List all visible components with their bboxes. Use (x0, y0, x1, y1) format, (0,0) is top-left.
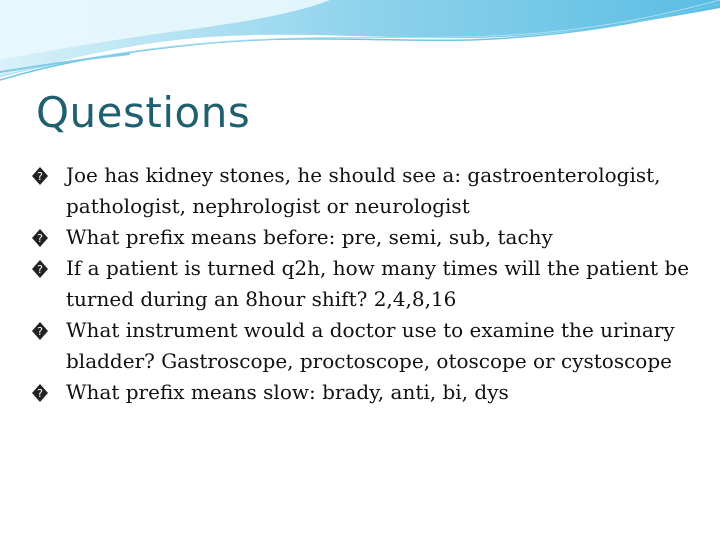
list-item (30, 315, 690, 377)
bullet-text: What prefix means slow: brady, anti, bi, dys (66, 380, 509, 404)
bullet-list (30, 160, 690, 408)
replacement-char-icon (32, 384, 48, 402)
replacement-char-icon (32, 167, 48, 185)
slide-title: Questions (36, 88, 251, 137)
list-item (30, 222, 690, 253)
svg-text:?: ? (37, 325, 43, 338)
bullet-text: What prefix means before: pre, semi, sub, tachy (66, 225, 553, 249)
bullet-text: If a patient is turned q2h, how many times will the patient be turned during an 8hour shift? 2,4,8,16 (66, 256, 690, 311)
replacement-char-icon (32, 322, 48, 340)
list-item (30, 160, 690, 222)
svg-text:?: ? (37, 170, 43, 183)
replacement-char-icon (32, 229, 48, 247)
bullet-text: What instrument would a doctor use to examine the urinary bladder? Gastroscope, proctoscope, otoscope or cystoscope (66, 318, 675, 373)
header-wave-decoration (0, 0, 720, 90)
list-item (30, 253, 690, 315)
list-item (30, 377, 690, 408)
svg-text:?: ? (37, 232, 43, 245)
svg-text:?: ? (37, 263, 43, 276)
svg-text:?: ? (37, 387, 43, 400)
replacement-char-icon (32, 260, 48, 278)
bullet-text: Joe has kidney stones, he should see a: gastroenterologist, pathologist, nephrologist or neurologist (66, 163, 661, 218)
